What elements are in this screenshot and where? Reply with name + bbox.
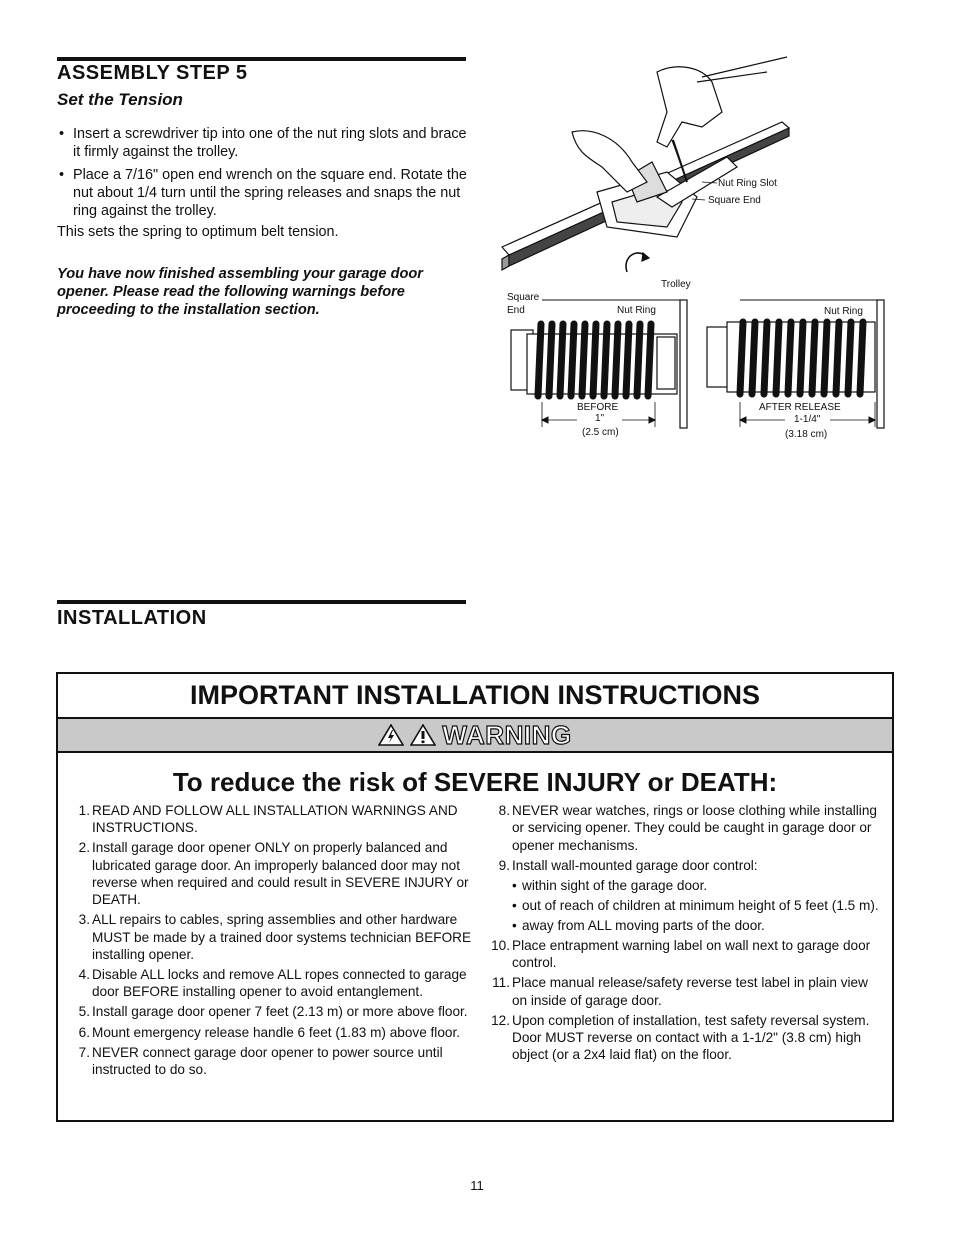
note-text: This sets the spring to optimum belt tension. (57, 224, 339, 240)
list-item (72, 1044, 472, 1079)
warning-banner (58, 719, 892, 753)
item-number: 12. (491, 1012, 510, 1028)
item-text: Install garage door opener 7 feet (2.13 m) or more above floor. (92, 1004, 468, 1020)
bullet-icon: • (512, 897, 517, 913)
before-label: BEFORE (577, 402, 619, 413)
warning-word: WARNING (442, 720, 572, 750)
item-text: Place entrapment warning label on wall next to garage door control. (512, 938, 871, 971)
item-number: 5. (78, 1004, 90, 1020)
bullet-icon: • (59, 126, 65, 142)
square-end-label: End (507, 305, 525, 316)
item-number: 9. (498, 857, 510, 873)
list-item (72, 1003, 472, 1020)
list-item (484, 937, 884, 972)
list-item (72, 966, 472, 1001)
instruction-list (57, 125, 469, 225)
item-text: Mount emergency release handle 6 feet (1.83 m) above floor. (92, 1024, 460, 1040)
list-item (484, 802, 884, 854)
section-rule (57, 600, 466, 604)
list-item (72, 839, 472, 908)
list-item (72, 1024, 472, 1041)
section-subheading: Set the Tension (57, 90, 183, 109)
list-item (484, 974, 884, 1009)
electric-hazard-icon (378, 724, 404, 746)
after-label: AFTER RELEASE (759, 402, 841, 413)
list-item (484, 857, 884, 874)
warning-list-right (484, 802, 884, 1067)
square-end-label: Square (507, 292, 540, 303)
before-measure: 1" (595, 413, 605, 424)
item-text: Install garage door opener ONLY on properly balanced and lubricated garage door. An improperly balanced door may not reverse when required and could result in SEVERE INJURY or DEATH. (92, 840, 469, 908)
tension-illustration (497, 52, 897, 452)
item-number: 4. (78, 967, 90, 983)
bullet-icon: • (512, 917, 517, 933)
list-item (72, 911, 472, 963)
item-text: NEVER wear watches, rings or loose clothing while installing or servicing opener. They could be caught in garage door or opener mechanisms. (512, 803, 877, 853)
item-number: 8. (498, 803, 510, 818)
item-text: within sight of the garage door. (522, 877, 708, 893)
warning-box (56, 672, 894, 1122)
list-item (72, 802, 472, 837)
after-measure-metric: (3.18 cm) (785, 429, 828, 440)
item-number: 2. (78, 840, 90, 856)
nut-ring-label: Nut Ring (824, 306, 863, 317)
nut-ring-label: Nut Ring (617, 305, 656, 316)
list-item-text: Place a 7/16" open end wrench on the square end. Rotate the nut about 1/4 turn until the spring releases and snaps the nut ring against the trolley. (73, 167, 467, 219)
section-rule (57, 57, 466, 61)
item-text: READ AND FOLLOW ALL INSTALLATION WARNINGS AND INSTRUCTIONS. (92, 803, 458, 836)
section-heading: INSTALLATION (57, 607, 207, 629)
before-measure-metric: (2.5 cm) (582, 427, 619, 438)
item-text: NEVER connect garage door opener to power source until instructed to do so. (92, 1044, 443, 1077)
list-subitem (484, 917, 884, 934)
nut-ring-slot-label: Nut Ring Slot (718, 178, 777, 189)
square-end-label: Square End (708, 195, 761, 206)
item-number: 10. (491, 938, 510, 954)
item-text: Install wall-mounted garage door control: (512, 857, 758, 873)
list-subitem (484, 877, 884, 894)
page-number: 11 (470, 1178, 484, 1193)
item-number: 1. (78, 803, 90, 818)
item-number: 3. (78, 912, 90, 928)
bullet-icon: • (59, 167, 65, 183)
item-text: ALL repairs to cables, spring assemblies and other hardware MUST be made by a trained door systems technician BEFORE installing opener. (92, 912, 472, 962)
warning-box-subtitle: To reduce the risk of SEVERE INJURY or DEATH: (172, 767, 778, 797)
list-item (57, 166, 469, 220)
warning-box-title: IMPORTANT INSTALLATION INSTRUCTIONS (58, 674, 892, 719)
list-subitem (484, 897, 884, 914)
item-text: Upon completion of installation, test safety reversal system. Door MUST reverse on contact with a 1-1/2" (3.8 cm) high object (or a 2x4 laid flat) on the floor. (512, 1012, 870, 1063)
warning-icon (410, 724, 436, 746)
trolley-label: Trolley (661, 279, 691, 290)
item-text: Disable ALL locks and remove ALL ropes connected to garage door BEFORE installing opener to avoid entanglement. (92, 967, 467, 1000)
list-item-text: Insert a screwdriver tip into one of the nut ring slots and brace it firmly against the trolley. (73, 126, 467, 160)
item-text: Place manual release/safety reverse test label in plain view on inside of garage door. (512, 975, 868, 1008)
warning-list-left (72, 802, 472, 1081)
emphasis-text: You have now finished assembling your garage door opener. Please read the following warnings before proceeding to the installation section. (57, 266, 423, 318)
item-text: out of reach of children at minimum height of 5 feet (1.5 m). (522, 897, 879, 913)
item-number: 6. (78, 1024, 90, 1040)
list-item (57, 125, 469, 161)
rail-drawing (502, 57, 789, 272)
after-measure: 1-1/4" (794, 414, 821, 425)
section-heading: ASSEMBLY STEP 5 (57, 62, 248, 84)
bullet-icon: • (512, 877, 517, 893)
list-item (484, 1012, 884, 1064)
item-text: away from ALL moving parts of the door. (522, 917, 765, 933)
item-number: 11. (492, 975, 510, 991)
item-number: 7. (78, 1044, 90, 1060)
